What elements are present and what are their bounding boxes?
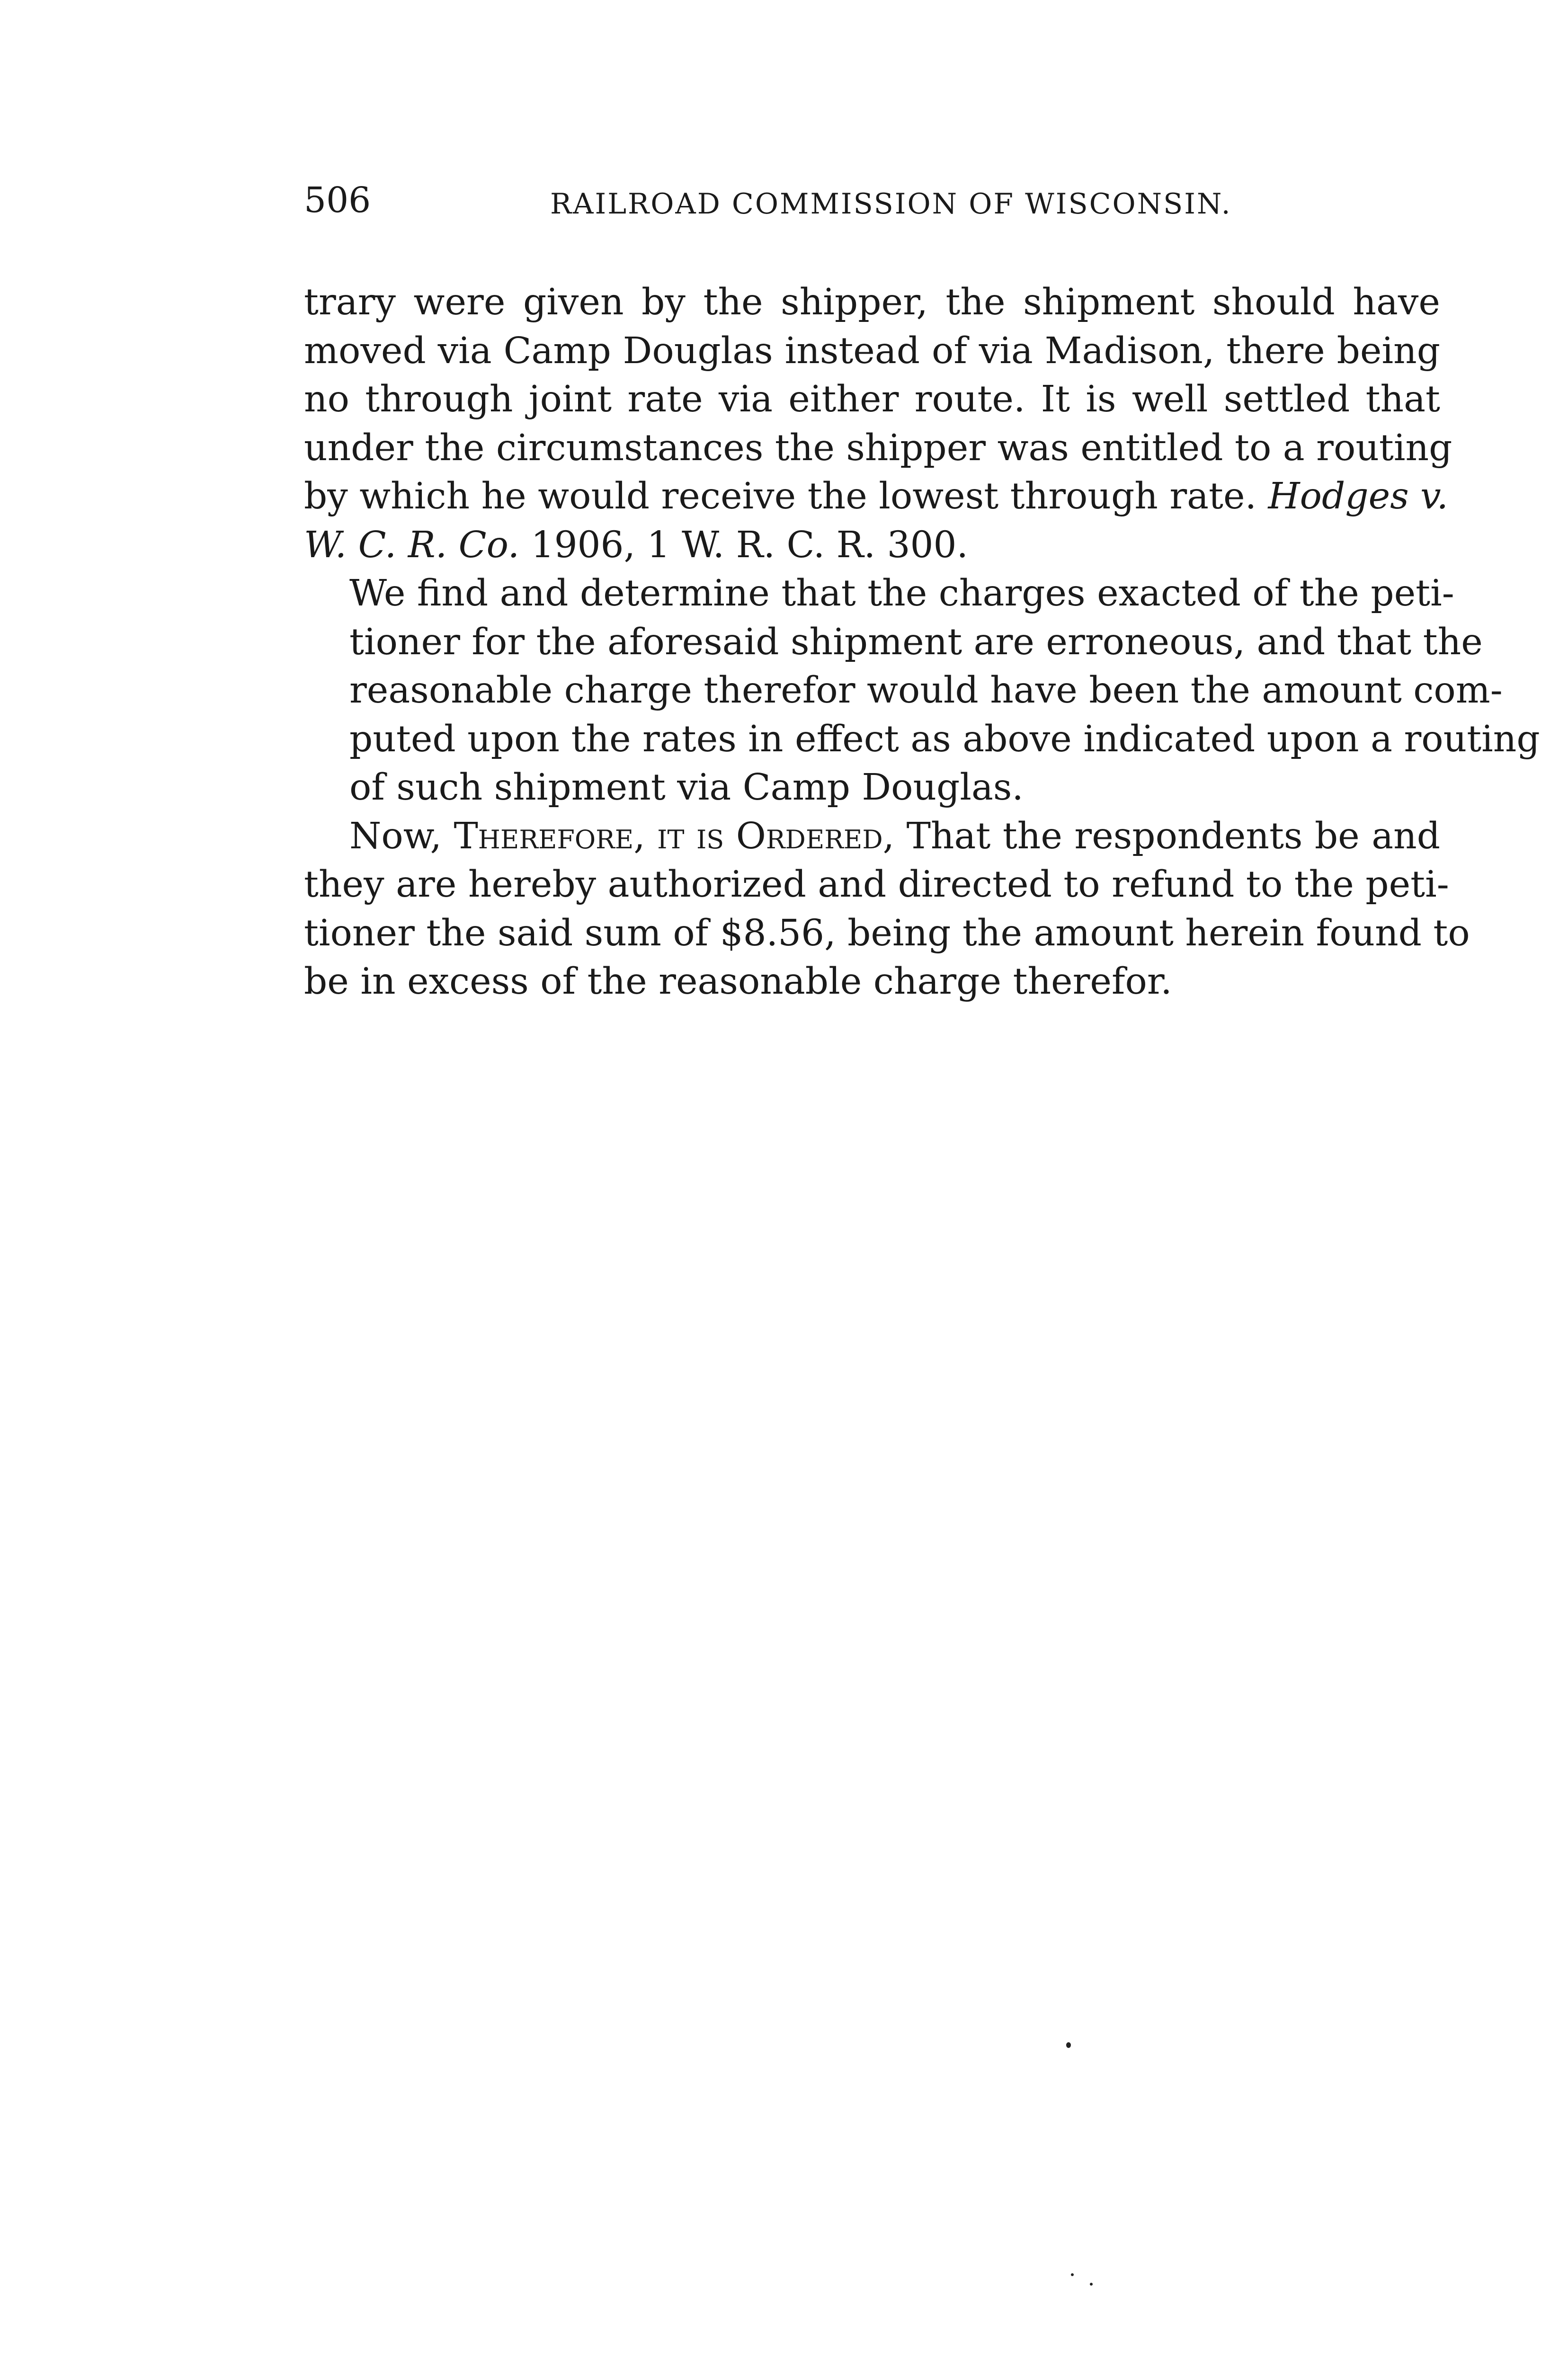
scan-speck — [1066, 2042, 1071, 2048]
text-line: trary were given by the shipper, the shipment should have — [304, 281, 1440, 323]
scan-speck — [1071, 2273, 1074, 2276]
running-head: RAILROAD COMMISSION OF WISCONSIN. — [550, 187, 1232, 221]
page-header — [304, 174, 1440, 226]
text-line: tioner for the aforesaid shipment are erroneous, and that the — [349, 621, 1483, 663]
text-segment: That the respondents be and — [906, 815, 1440, 857]
case-citation: W. C. R. Co. — [304, 524, 520, 566]
text-line-with-citation — [304, 521, 1440, 570]
paragraph-2 — [304, 570, 1540, 812]
text-line: no through joint rate via either route. It is well settled that — [304, 378, 1440, 420]
text-line: of such shipment via Camp Douglas. — [349, 766, 1024, 809]
paragraph-1 — [304, 278, 1452, 570]
text-line: We find and determine that the charges exacted of the peti- — [349, 572, 1454, 614]
text-line: tioner the said sum of $8.56, being the amount herein found to — [304, 912, 1470, 954]
text-line: under the circumstances the shipper was entitled to a routing — [304, 427, 1452, 469]
text-line: reasonable charge therefor would have been the amount com- — [349, 669, 1503, 712]
text-line: puted upon the rates in effect as above indicated upon a routing — [349, 718, 1540, 760]
order-lead: Now, — [349, 815, 442, 857]
case-citation: Hodges v. — [1268, 475, 1449, 517]
text-segment: by which he would receive the lowest through rate. — [304, 475, 1257, 517]
text-line: be in excess of the reasonable charge therefor. — [304, 961, 1172, 1003]
text-line-with-citation — [304, 472, 1449, 521]
text-line-order — [304, 812, 1440, 861]
body-text — [304, 278, 1540, 1006]
page-number: 506 — [304, 180, 371, 221]
text-line: moved via Camp Douglas instead of via Madison, there being — [304, 329, 1440, 372]
scan-speck — [1090, 2283, 1093, 2286]
paragraph-3 — [304, 812, 1470, 1006]
text-segment: 1906, 1 W. R. C. R. 300. — [531, 524, 969, 566]
text-line: they are hereby authorized and directed to refund to the peti- — [304, 863, 1449, 906]
order-lead-smallcaps: Therefore, it is Ordered, — [454, 815, 895, 857]
